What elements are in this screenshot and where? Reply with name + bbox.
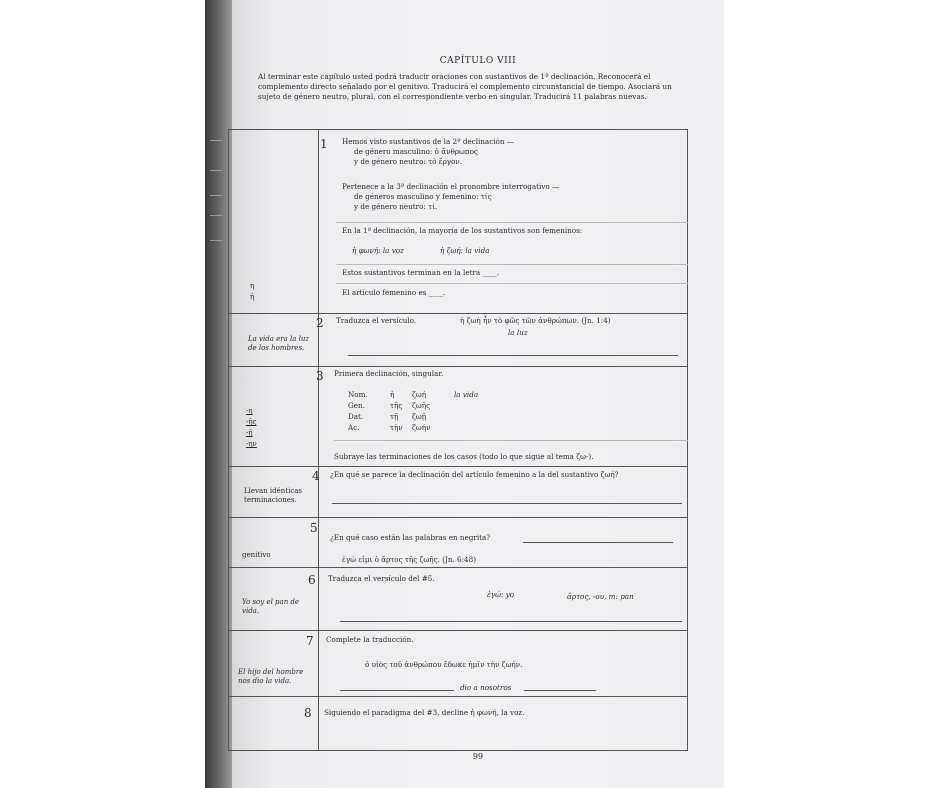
margin-mark (210, 140, 222, 141)
frame-number: 2 (316, 316, 324, 330)
frame-prompt: Traduzca el versículo. (336, 316, 417, 325)
frame-number: 3 (316, 369, 324, 383)
case-label: Nom. (348, 390, 368, 399)
inner-rule (336, 264, 688, 265)
answer-blank (524, 690, 596, 691)
frame-separator (228, 696, 688, 697)
answer-text: -ῇ (246, 429, 253, 437)
case-noun: ζωῇ (412, 412, 427, 421)
case-noun: ζωήν (412, 423, 431, 432)
margin-mark (210, 240, 222, 241)
answer-text: -η (246, 407, 253, 415)
answer-blank (348, 355, 678, 356)
case-label: Dat. (348, 412, 364, 421)
frame-number: 5 (310, 521, 318, 535)
answer-text: El hijo del hombre nos dio la vida. (238, 668, 304, 685)
frame-text: En la 1ª declinación, la mayoría de los sustantivos son femeninos: (342, 226, 583, 235)
frame-text: de géneros masculino y femenino: τίς (354, 192, 492, 201)
answer-text: -ῆς (246, 418, 257, 426)
frame-text: de género masculino: ὁ ἄνθρωπος (354, 147, 478, 156)
inner-rule (336, 222, 688, 223)
frame-number: 4 (312, 469, 320, 483)
answer-text: ἡ (250, 293, 255, 301)
answer-blank (340, 621, 682, 622)
margin-mark (210, 195, 222, 196)
partial-translation: dio a nosotros (460, 683, 512, 692)
frame-instruction: Subraye las terminaciones de los casos (todo lo que sigue al tema ζω-). (334, 452, 594, 461)
frame-prompt: Traduzca el versículo del #5. (328, 574, 435, 583)
frame-text: Pertenece a la 3ª declinación el pronombre interrogativo — (342, 182, 560, 191)
case-label: Gen. (348, 401, 365, 410)
frame-separator (228, 517, 688, 518)
case-article: τῇ (390, 412, 399, 421)
frame-number: 6 (308, 573, 316, 587)
example-word: ἡ φωνή: la voz (352, 246, 404, 255)
case-article: τὴν (390, 423, 403, 432)
chapter-intro: Al terminar este capítulo usted podrá traducir oraciones con sustantivos de 1ª declinación. Reconocerá el complemento directo señalado por el genitivo. Traducirá el complemento circunstancial de tiempo. Asociará un sujeto de género neutro, plural, con el correspondiente verbo en singular. Traducirá 11 palabras nuevas. (258, 72, 672, 102)
answer-text: η (250, 282, 255, 290)
frame-question: Estos sustantivos terminan en la letra ____. (342, 268, 500, 277)
case-noun: ζωή (412, 390, 427, 399)
frame-separator (228, 630, 688, 631)
greek-sentence: ὁ υἱὸς τοῦ ἀνθρώπου ἔδωκε ἡμῖν τὴν ζωήν. (365, 660, 523, 669)
frame-separator (228, 567, 688, 568)
answer-blank (523, 542, 673, 543)
frame-separator (228, 366, 688, 367)
answer-text: -ην (246, 440, 257, 448)
chapter-title: CAPÍTULO VIII (439, 56, 517, 66)
answer-text: Llevan idénticas terminaciones. (244, 487, 302, 504)
answer-column-divider (318, 129, 319, 751)
answer-blank (340, 690, 454, 691)
frame-number: 1 (320, 137, 328, 151)
frame-text: Hemos visto sustantivos de la 2ª declinación — (342, 137, 514, 146)
frame-question: ¿En qué caso están las palabras en negrita? (330, 533, 491, 542)
case-noun: ζωῆς (412, 401, 431, 410)
frame-text: y de género neutro: τὸ ἔργον. (354, 157, 463, 166)
greek-verse: ἡ ζωὴ ἦν τὸ φῶς τῶν ἀνθρώπων. (Jn. 1:4) (460, 316, 611, 325)
case-article: ἡ (390, 390, 395, 399)
case-article: τῆς (390, 401, 403, 410)
margin-mark (210, 170, 222, 171)
vocab-hint: ἄρτος, -ου, m: pan (567, 592, 634, 601)
page-number: 99 (472, 752, 484, 761)
frame-text: y de género neutro: τί. (354, 202, 438, 211)
answer-blank (332, 503, 682, 504)
frame-number: 8 (304, 706, 312, 720)
frame-prompt: Siguiendo el paradigma del #3, decline ἡ φωνή, la voz. (324, 708, 525, 717)
frame-prompt: Primera declinación, singular. (334, 369, 444, 378)
inner-rule (334, 440, 688, 441)
case-gloss: la vida (454, 390, 479, 399)
frame-question: El artículo femenino es ____. (342, 288, 446, 297)
answer-text: genitivo (242, 551, 271, 559)
margin-mark (210, 215, 222, 216)
frame-question: ¿En qué se parece la declinación del artículo femenino a la del sustantivo ζωή? (330, 470, 619, 479)
example-word: ἡ ζωή: la vida (440, 246, 490, 255)
inner-rule (336, 283, 688, 284)
frame-prompt: Complete la traducción. (326, 635, 414, 644)
vocab-hint: la luz (508, 328, 528, 337)
case-label: Ac. (348, 423, 360, 432)
frame-separator (228, 313, 688, 314)
greek-verse: ἐγώ εἰμι ὁ ἄρτος τῆς ζωῆς. (Jn. 6:48) (342, 555, 476, 564)
frame-separator (228, 466, 688, 467)
vocab-hint: ἐγώ: yo (487, 590, 515, 599)
answer-text: Yo soy el pan de vida. (242, 598, 300, 615)
frame-number: 7 (306, 634, 314, 648)
answer-text: La vida era la luz de los hombres. (248, 335, 310, 352)
